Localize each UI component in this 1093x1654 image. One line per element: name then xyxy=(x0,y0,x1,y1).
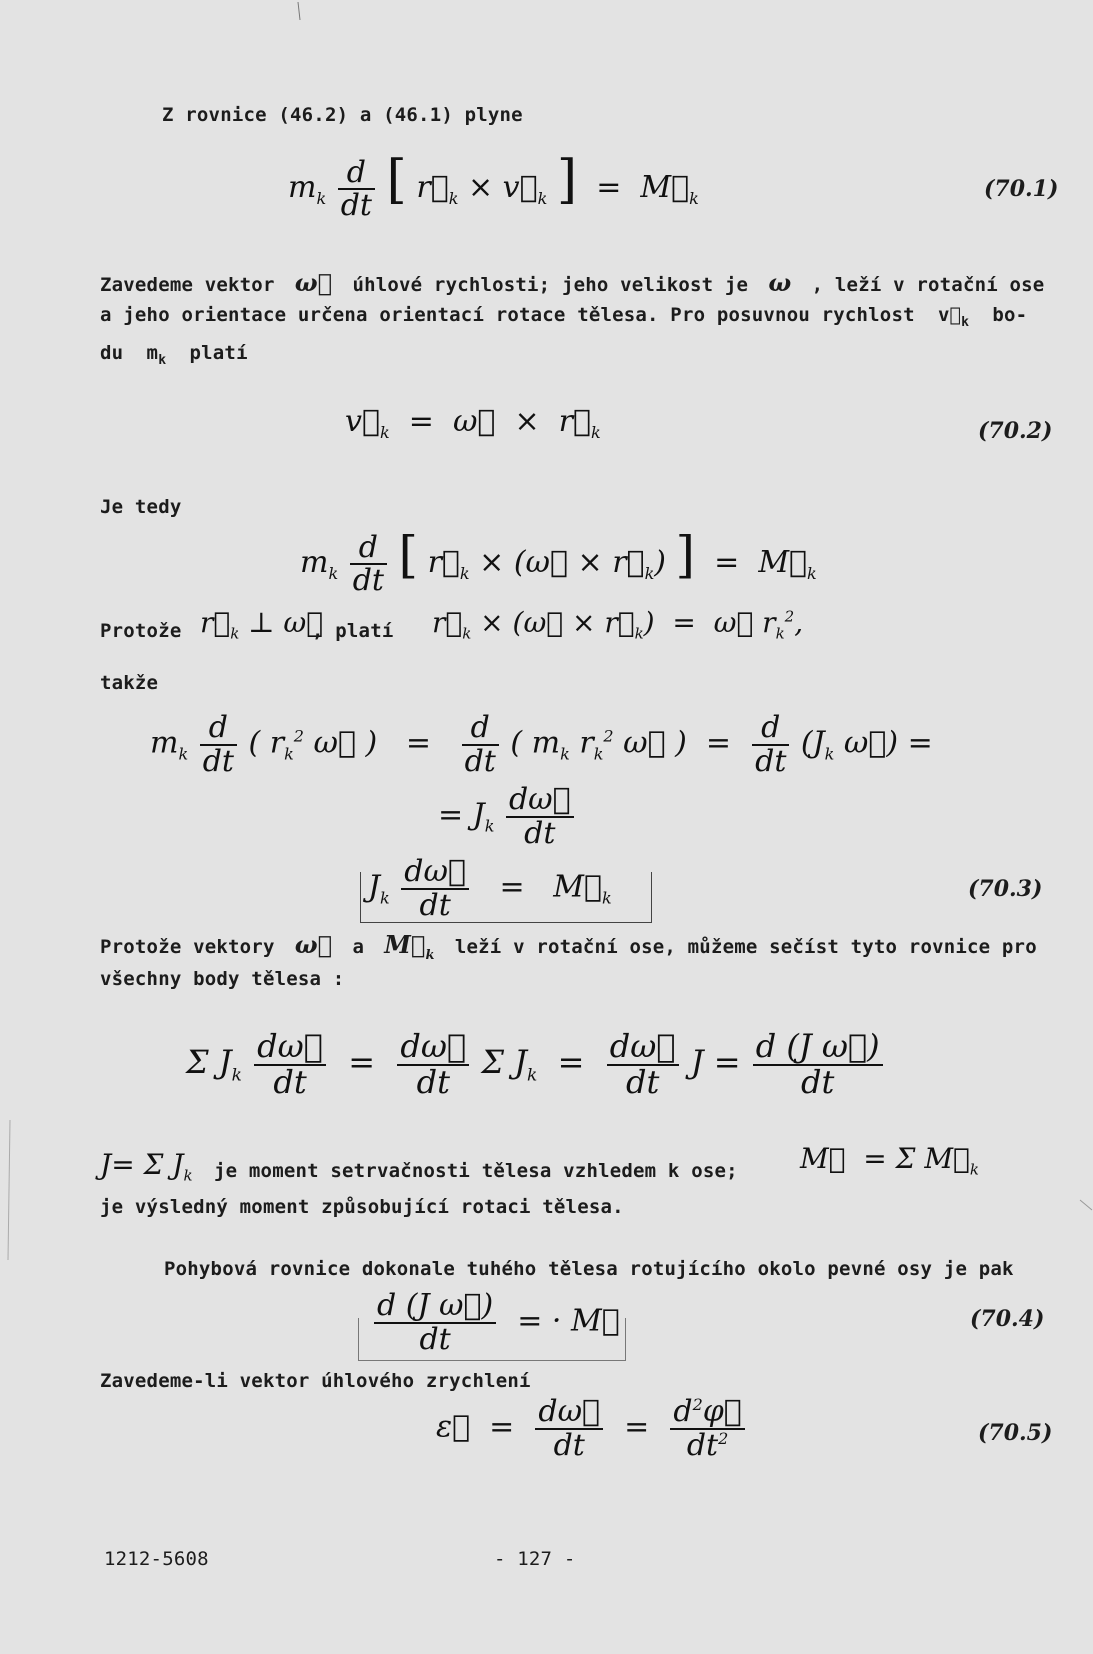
m-total-definition: M⃗ = Σ $M⃗_k$ xyxy=(800,1142,979,1179)
para7-line: Pohybová rovnice dokonale tuhého tělesa rotujícího okolo pevné osy je pak xyxy=(164,1258,1014,1280)
para5-text-a: Protože vektory xyxy=(100,936,275,958)
para8-line: Zavedeme-li vektor úhlového zrychlení xyxy=(100,1370,531,1392)
triple-product-identity: $r⃗_k$ × (ω⃗ × $r⃗_k$) = ω⃗ $r_k^2$, xyxy=(432,606,804,643)
para2-text-f: du xyxy=(100,342,124,364)
para6-line1: je moment setrvačnosti tělesa vzhledem k ose; xyxy=(214,1160,738,1182)
para2-text-g: platí xyxy=(189,342,248,364)
je-tedy-line: Je tedy xyxy=(100,496,182,518)
omega-symbol: ω xyxy=(759,268,800,297)
equation-label-70-5: (70.5) xyxy=(978,1420,1053,1446)
para2-text-a: Zavedeme vektor xyxy=(100,274,275,296)
plati-label: , platí xyxy=(312,620,394,642)
j-definition-symbol: J= Σ $J_k$ xyxy=(100,1148,193,1185)
equation-derivation: $m_k$ $\frac{d}{dt}$ ( $r_k^2$ ω⃗ ) = $\frac{d}{dt}$ ( $m_k$ $r_k^2$ ω⃗ ) = $\frac{d}{dt}$ ($J_k$ ω⃗) = xyxy=(150,710,933,779)
equation-sum: Σ $J_k$ $\frac{d\omega⃗}{dt}$ = $\frac{d\omega⃗}{dt}$ Σ $J_k$ = $\frac{d\omega⃗}{dt}$ J = $\frac{\text{d (J ω⃗)}}{dt}$ xyxy=(186,1030,885,1099)
para2-text-c: , leží v rotační ose xyxy=(811,274,1045,296)
para5-line2: všechny body tělesa : xyxy=(100,968,345,990)
equation-cross-product: $m_k$ $\frac{d}{dt}$ [ $r⃗_k$ × (ω⃗ × $r⃗_k$) ] = $M⃗_k$ xyxy=(300,526,817,598)
equation-70-5: ε⃗ = $\frac{d\omega⃗}{dt}$ = $\frac{d^2\varphi⃗}{dt^2}$ xyxy=(436,1396,747,1461)
para5-text-b: a xyxy=(352,936,365,958)
para2-line3 xyxy=(100,342,248,368)
equation-label-70-1: (70.1) xyxy=(984,176,1059,202)
equation-70-4-box xyxy=(358,1318,626,1361)
para2-line2 xyxy=(100,304,1027,330)
perpendicular-relation: $r⃗_k$ ⊥ ω⃗ xyxy=(200,606,324,643)
mk-symbol: $m_k$ xyxy=(134,342,167,368)
equation-label-70-2: (70.2) xyxy=(978,418,1053,444)
para2-text-b: úhlové rychlosti; jeho velikost je xyxy=(352,274,749,296)
intro-line: Z rovnice (46.2) a (46.1) plyne xyxy=(162,104,523,126)
takze-line: takže xyxy=(100,672,159,694)
para5-text-c: leží v rotační ose, můžeme sečíst tyto rovnice pro xyxy=(454,936,1037,958)
vk-symbol: $v⃗_k$ xyxy=(926,304,970,330)
para5-line1 xyxy=(100,930,1037,963)
equation-70-2: $v⃗_k$ = ω⃗ × $r⃗_k$ xyxy=(345,404,601,442)
equation-label-70-4: (70.4) xyxy=(970,1306,1045,1332)
para2-line1 xyxy=(100,268,1044,297)
para2-text-e: bo- xyxy=(992,304,1028,326)
equation-70-3-box xyxy=(360,872,652,923)
omega-vector-symbol: ω⃗ xyxy=(286,268,341,297)
equation-70-1: $m_k$ $\frac{d}{dt}$ [ $r⃗_k$ × $v⃗_k$ ] = $M⃗_k$ xyxy=(288,150,699,223)
equation-label-70-3: (70.3) xyxy=(968,876,1043,902)
omega-vector-symbol-2: ω⃗ xyxy=(286,930,341,959)
equation-70-3: $J_k$ $\frac{d\omega⃗}{dt}$ = $M⃗_k$ xyxy=(368,854,612,923)
mk-vector-symbol: $M⃗_k$ xyxy=(375,930,435,963)
para6-line2: je výsledný moment způsobující rotaci tělesa. xyxy=(100,1196,624,1218)
equation-70-4: $\frac{\text{d (J ω⃗)}}{dt}$ = · M⃗ xyxy=(372,1290,620,1355)
equation-derivation-line2: = $J_k$ $\frac{d\omega⃗}{dt}$ xyxy=(438,784,576,849)
footer-code: 1212-5608 xyxy=(104,1548,209,1570)
protoze-line-label: Protože xyxy=(100,620,182,642)
page-number: - 127 - xyxy=(494,1548,576,1570)
para2-text-d: a jeho orientace určena orientací rotace tělesa. Pro posuvnou rychlost xyxy=(100,304,915,326)
